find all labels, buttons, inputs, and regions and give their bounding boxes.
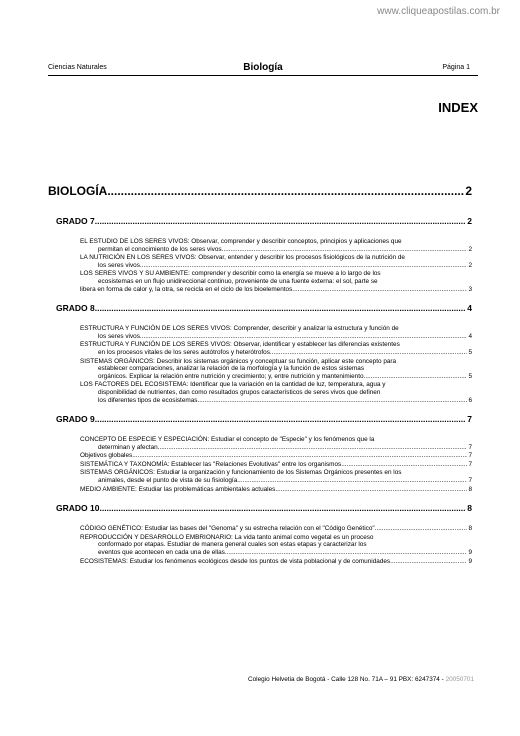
toc-topic-entry[interactable] — [80, 254, 472, 269]
toc-topic-entry[interactable] — [80, 381, 472, 404]
toc-topic-page: 7 — [468, 477, 472, 485]
toc-leader — [294, 286, 467, 294]
toc-topic-text: ESTRUCTURA Y FUNCIÓN DE LOS SERES VIVOS: Comprender, describir y analizar la estructura y función de — [80, 325, 399, 333]
toc-topic-entry[interactable] — [80, 461, 472, 469]
toc-topic-text-continued: orgánicos. Explicar la relación entre nutrición y crecimiento; y, entre nutrición y mantenimiento. — [98, 372, 366, 380]
toc-topic-entry[interactable] — [80, 525, 472, 533]
toc-topic-page: 2 — [468, 245, 472, 253]
toc-grade-entry[interactable] — [56, 503, 472, 513]
toc-topic-text-continued: eventos que acontecen en cada una de ellas — [98, 549, 225, 557]
index-title: INDEX — [438, 100, 478, 115]
toc-leader — [392, 558, 468, 566]
toc-main-page: 2 — [465, 184, 472, 198]
toc-topic-entry[interactable] — [80, 325, 472, 340]
toc-topic-text-continued: los diferentes tipos de ecosistemas. — [98, 396, 200, 404]
toc-topic-text-continued: ecosistemas en un flujo unidireccional continuo, proveniente de una fuente externa: el sol, parte se — [98, 277, 378, 285]
watermark: www.cliqueapostilas.com.br — [377, 6, 500, 17]
toc-topic-page: 9 — [468, 557, 472, 565]
toc-topic-entry[interactable] — [80, 341, 472, 356]
toc-main-entry[interactable] — [48, 184, 472, 198]
toc-topic-page: 3 — [468, 285, 472, 293]
toc-topic-text: Objetivos globales — [80, 452, 133, 460]
toc-topic-entry[interactable] — [80, 238, 472, 253]
toc-topic-text-continued: establecer comparaciones, analizar la relación de la morfología y la función de estos sistemas — [98, 365, 365, 373]
toc-grade-page: 8 — [467, 503, 472, 514]
header-title: Biología — [243, 62, 283, 73]
toc-grade-title: GRADO 8 — [56, 303, 95, 314]
toc-leader — [237, 477, 467, 485]
toc-topic-text-continued: permitan el conocimiento de los seres vivos. — [98, 245, 224, 253]
toc-grade-group — [48, 414, 472, 493]
toc-leader — [272, 349, 468, 357]
toc-topic-entry[interactable] — [80, 436, 472, 451]
toc-grade-title: GRADO 9 — [56, 414, 95, 425]
toc-grade-page: 7 — [467, 414, 472, 425]
toc-leader — [275, 486, 467, 494]
toc-leader — [375, 525, 468, 533]
toc-topic-page: 6 — [468, 396, 472, 404]
toc-leader — [95, 303, 467, 313]
page-header — [48, 62, 478, 74]
toc-grade-entry[interactable] — [56, 414, 472, 424]
toc-topic-page: 8 — [468, 485, 472, 493]
toc-topic-text: CONCEPTO DE ESPECIE Y ESPECIACIÓN: Estudiar el concepto de "Especie" y los fenómenos que la — [80, 436, 375, 444]
toc-topic-page: 9 — [468, 549, 472, 557]
toc-topic-text-continued: animales, desde el punto de vista de su fisiología — [98, 477, 238, 485]
header-page: Página 1 — [442, 64, 470, 71]
toc-grade-page: 4 — [467, 303, 472, 314]
toc-topic-text: SISTEMAS ORGÁNICOS: Estudiar la organización y funcionamiento de los Sistemas Orgánicos presentes en los — [80, 469, 402, 477]
header-rule — [48, 75, 478, 76]
toc-grades — [48, 216, 472, 565]
toc-topic-text: SISTEMAS ORGÁNICOS: Describir los sistemas orgánicos y conceptuar su función, aplicar este concepto para — [80, 357, 397, 365]
toc-grade-entry[interactable] — [56, 303, 472, 313]
toc-leader — [341, 461, 467, 469]
toc-topic-text-continued: conformado por etapas. Estudiar de manera general cuales son estas etapas y caracterizar los — [98, 541, 367, 549]
toc-grade-entry[interactable] — [56, 216, 472, 226]
toc-topic-page: 4 — [468, 332, 472, 340]
toc-topic-text: LOS SERES VIVOS Y SU AMBIENTE: comprender y describir como la energía se mueve a lo largo de los — [80, 270, 381, 278]
toc-topic-page: 8 — [468, 525, 472, 533]
toc-topic-page: 7 — [468, 452, 472, 460]
toc-main-title: BIOLOGÍA — [48, 184, 108, 198]
toc-topic-text-continued: los seres vivos — [98, 332, 140, 340]
toc-topic-text: ECOSISTEMAS: Estudiar los fenómenos ecológicos desde los puntos de vista poblacional y de comunidades. — [80, 557, 392, 565]
toc-leader — [225, 549, 468, 557]
toc-leader — [95, 216, 467, 226]
toc-leader — [95, 414, 467, 424]
toc-topic-entry[interactable] — [80, 358, 472, 381]
toc-grade-title: GRADO 7 — [56, 216, 95, 226]
toc-leader — [132, 452, 467, 460]
toc-topic-text: SISTEMÁTICA Y TAXONOMÍA: Establecer las "Relaciones Evolutivas" entre los organismos — [80, 460, 342, 468]
toc-leader — [199, 397, 467, 405]
toc-topic-page: 7 — [468, 460, 472, 468]
toc-topic-page: 7 — [468, 443, 472, 451]
toc-topic-text: ESTRUCTURA Y FUNCIÓN DE LOS SERES VIVOS: Observar, identificar y establecer las diferencias existentes — [80, 341, 400, 349]
toc-topic-text: LOS FACTORES DEL ECOSISTEMA: Identificar que la variación en la cantidad de luz, temperatura, agua y — [80, 381, 386, 389]
footer-date: 20050701 — [445, 676, 474, 683]
page-footer — [248, 676, 474, 683]
toc-leader — [140, 262, 468, 270]
toc-topic-entry[interactable] — [80, 534, 472, 557]
toc-topic-text: CÓDIGO GENÉTICO: Estudiar las bases del "Genoma" y su estrecha relación con el "Código Genético" — [80, 525, 375, 533]
toc-grade-page: 2 — [467, 216, 472, 226]
toc-leader — [107, 184, 464, 198]
toc-topic-page: 5 — [468, 348, 472, 356]
toc-topic-text-continued: disponibilidad de nutrientes, dan como resultados grupos característicos de seres vivos que definen — [98, 388, 381, 396]
toc-topic-entry[interactable] — [80, 558, 472, 566]
footer-text: Colegio Helvetia de Bogotá - Calle 128 No. 71A – 91 PBX: 6247374 - — [248, 676, 444, 683]
toc-leader — [99, 503, 466, 513]
toc-topic-page: 2 — [468, 261, 472, 269]
toc-topic-page: 5 — [468, 372, 472, 380]
toc-topic-text-continued: libera en forma de calor y, la otra, se recicla en el ciclo de los bioelementos. — [80, 285, 295, 293]
toc-topic-text-continued: en los procesos vitales de los seres autótrofos y heterótrofos. — [98, 348, 272, 356]
toc-grade-group — [48, 503, 472, 565]
table-of-contents — [48, 184, 472, 575]
toc-topic-entry[interactable] — [80, 469, 472, 484]
toc-topic-text: LA NUTRICIÓN EN LOS SERES VIVOS: Observar, entender y describir los procesos fisiológicos de la nutrición de — [80, 254, 405, 262]
toc-leader — [140, 333, 468, 341]
toc-topic-text: MEDIO AMBIENTE: Estudiar las problemáticas ambientales actuales — [80, 485, 276, 493]
toc-topic-text: REPRODUCCIÓN Y DESARROLLO EMBRIONARIO: La vida tanto animal como vegetal es un proceso — [80, 533, 374, 541]
toc-topic-entry[interactable] — [80, 452, 472, 460]
toc-topic-text: EL ESTUDIO DE LOS SERES VIVOS: Observar, comprender y describir conceptos, principios y aplicaciones que — [80, 238, 402, 245]
toc-topic-entry[interactable] — [80, 270, 472, 293]
header-subject: Ciencias Naturales — [48, 64, 107, 71]
toc-grade-title: GRADO 10 — [56, 503, 100, 514]
toc-topic-text-continued: los seres vivos — [98, 261, 140, 269]
toc-grade-group — [48, 216, 472, 293]
toc-leader — [365, 373, 467, 381]
toc-leader — [223, 246, 467, 254]
toc-grade-group — [48, 303, 472, 404]
toc-topic-entry[interactable] — [80, 486, 472, 494]
toc-leader — [158, 444, 468, 452]
toc-topic-text-continued: determinan y afectan — [98, 443, 158, 451]
